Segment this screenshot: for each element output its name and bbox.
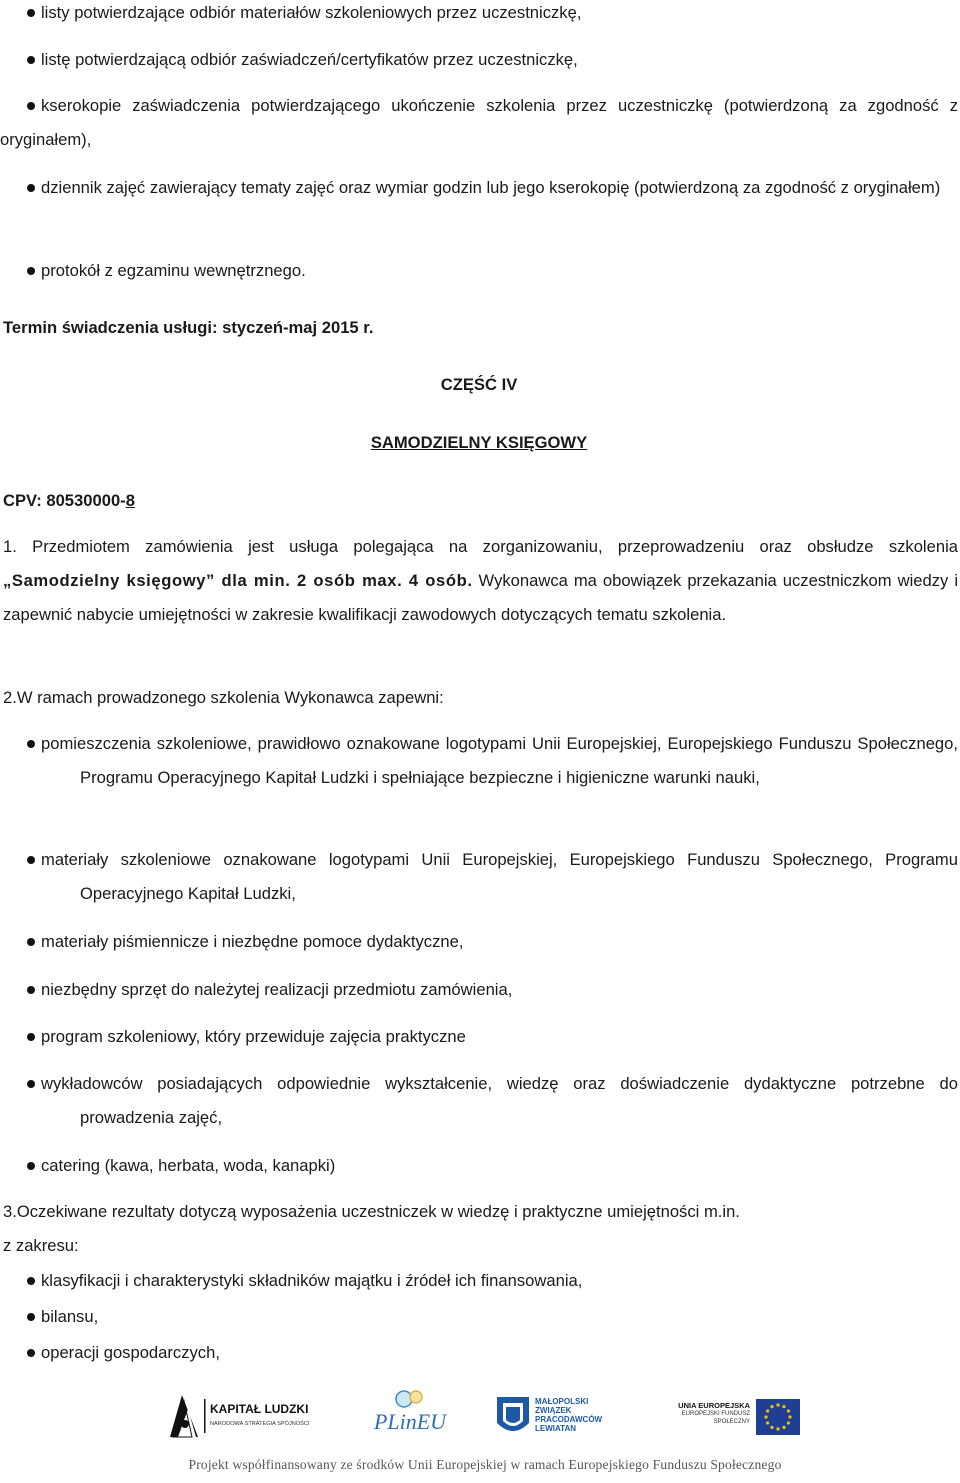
list-item [0,727,958,795]
list-item-text: materiały szkoleniowe oznakowane logotypami Unii Europejskiej, Europejskiego Funduszu Społecznego, Programu Operacyjnego Kapitał Ludzki, [41,850,958,903]
footer [0,1385,960,1483]
list-item-text: listę potwierdzającą odbiór zaświadczeń/certyfikatów przez uczestniczkę, [41,50,578,69]
bullet-icon [27,938,35,946]
list-item-text: wykładowców posiadających odpowiednie wykształcenie, wiedzę oraz doświadczenie dydaktyczne potrzebne do prowadzenia zajęć, [41,1074,958,1127]
list-item [0,843,958,911]
list-item [0,925,958,959]
bullet-icon [27,1277,35,1285]
eu-efs-logo [672,1397,802,1439]
kapital-ludzki-subtitle: NARODOWA STRATEGIA SPÓJNOŚCI [210,1421,310,1427]
list-item [0,89,958,157]
cofinancing-note: Projekt współfinansowany ze środków Unii Europejskiej w ramach Europejskiego Funduszu Społecznego [188,1457,782,1472]
efs-name: EUROPEJSKI FUNDUSZ SPOŁECZNY [681,1411,750,1425]
bullet-icon [27,740,35,748]
part-heading: CZĘŚĆ IV [440,375,518,394]
eu-name: UNIA EUROPEJSKA [678,1401,750,1410]
list-item-text: program szkoleniowy, który przewiduje zajęcia praktyczne [41,1027,466,1046]
list-item [0,1149,958,1183]
list-item [0,0,958,30]
paragraph-1 [3,530,958,632]
bullet-icon [27,856,35,864]
list-item-text: operacji gospodarczych, [41,1343,220,1362]
paragraph-1-course: „Samodzielny księgowy” dla min. 2 osób max. 4 osób. [3,571,473,590]
list-item-text: kserokopie zaświadczenia potwierdzającego ukończenie szkolenia przez uczestniczkę (potwierdzoną za zgodność z oryginałem), [0,96,958,149]
paragraph-3-number: 3. [3,1202,17,1221]
bullet-icon [27,1080,35,1088]
bullet-icon [27,1349,35,1357]
list-item [0,1020,958,1054]
paragraph-2-heading [3,681,960,715]
list-item [0,43,958,77]
paragraph-1-intro: 1. Przedmiotem zamówienia jest usługa polegająca na zorganizowaniu, przeprowadzeniu oraz obsłudze szkolenia [3,537,958,556]
malopolski-lewiatan-name: MAŁOPOLSKI ZWIĄZEK PRACODAWCÓW LEWIATAN [535,1397,603,1433]
cpv-prefix: CPV: 80530000- [3,491,126,510]
list-item [0,171,958,205]
cpv-code [3,484,960,518]
bullet-icon [27,1033,35,1041]
list-item [0,1300,958,1334]
paragraph-3-text: Oczekiwane rezultaty dotyczą wyposażenia uczestniczek w wiedzę i praktyczne umiejętności m.in. [16,1202,740,1221]
bullet-icon [27,1313,35,1321]
list-item-text: bilansu, [41,1307,99,1326]
paragraph-2-number: 2. [3,688,17,707]
plineu-wordmark: PLinEU [373,1409,447,1434]
bullet-icon [27,986,35,994]
list-item [0,1067,958,1135]
kapital-ludzki-logo [168,1391,318,1441]
paragraph-3-continuation: z zakresu: [3,1236,79,1255]
plineu-logo [360,1385,460,1443]
list-item [0,254,958,288]
list-item [0,1336,958,1370]
list-item-text: protokół z egzaminu wewnętrznego. [41,261,306,280]
paragraph-3 [3,1195,958,1229]
bullet-icon [27,1162,35,1170]
paragraph-2-text: W ramach prowadzonego szkolenia Wykonawca zapewni: [16,688,444,707]
bullet-icon [27,56,35,64]
list-item-text: niezbędny sprzęt do należytej realizacji przedmiotu zamówienia, [41,980,513,999]
list-item-text: catering (kawa, herbata, woda, kanapki) [41,1156,336,1175]
paragraph-1-rest: Wykonawca ma obowiązek przekazania uczestniczkom wiedzy i zapewnić nabycie umiejętności w zakresie kwalifikacji zawodowych dotyczących tematu szkolenia. [3,571,959,624]
list-item-text: materiały piśmiennicze i niezbędne pomoce dydaktyczne, [41,932,464,951]
kapital-ludzki-title: KAPITAŁ LUDZKI [210,1402,309,1416]
list-item-text: klasyfikacji i charakterystyki składników majątku i źródeł ich finansowania, [41,1271,583,1290]
bullet-icon [27,9,35,17]
cpv-suffix: 8 [125,491,135,510]
list-item [0,973,958,1007]
list-item-text: dziennik zajęć zawierający tematy zajęć oraz wymiar godzin lub jego kserokopię (potwierdzoną za zgodność z oryginałem) [41,178,941,197]
list-item-text: pomieszczenia szkoleniowe, prawidłowo oznakowane logotypami Unii Europejskiej, Europejskiego Funduszu Społecznego, Programu Operacyjnego Kapitał Ludzki i spełniające bezpieczne i higieniczne warunki nauki, [41,734,958,787]
list-item [0,1264,958,1298]
section-title: SAMODZIELNY KSIĘGOWY [370,433,588,452]
malopolski-lewiatan-logo [493,1393,623,1443]
list-item-text: listy potwierdzające odbiór materiałów szkoleniowych przez uczestniczkę, [41,3,582,22]
service-term: Termin świadczenia usługi: styczeń-maj 2015 r. [3,318,374,337]
bullet-icon [27,267,35,275]
